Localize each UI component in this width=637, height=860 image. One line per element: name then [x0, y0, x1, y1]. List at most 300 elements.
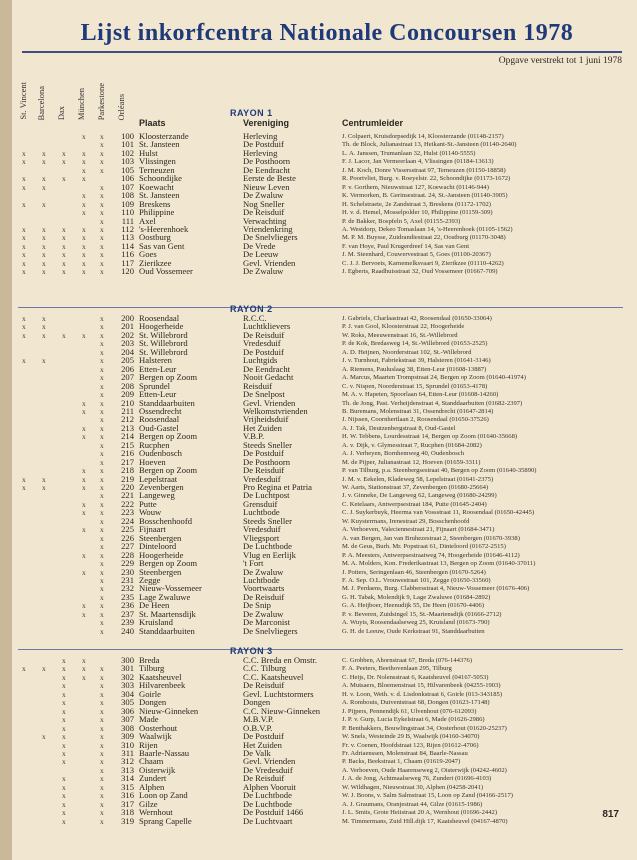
- club-name: De Luchtbode: [243, 791, 292, 801]
- participation-mark: x: [22, 157, 26, 167]
- club-name: C.C. Kaatsheuvel: [243, 672, 304, 682]
- participation-mark: x: [62, 174, 66, 184]
- participation-mark: x: [82, 165, 86, 175]
- participation-mark: x: [62, 816, 66, 826]
- center-number: 100: [121, 131, 134, 141]
- center-leader: J. Colpaert, Kruisdorpsedijk 14, Kloosterzande (01148-2157): [342, 133, 504, 140]
- club-name: Het Zuiden: [243, 740, 282, 750]
- participation-mark: x: [62, 791, 66, 801]
- participation-mark: x: [42, 356, 46, 366]
- club-name: O.B.V.P.: [243, 723, 273, 733]
- participation-mark: x: [62, 748, 66, 758]
- club-name: De Luchtpost: [243, 491, 290, 501]
- page-title: Lijst inkorfcentra Nationale Concoursen 1978: [80, 20, 574, 46]
- center-number: 224: [121, 515, 134, 526]
- club-name: Gevl. Vrienden: [243, 398, 296, 408]
- center-leader: C. J. Suykerbuyk, Heerma van Vossstraat 11, Roosendaal (01650-42445): [342, 509, 535, 517]
- participation-mark: x: [62, 224, 66, 234]
- place-name: Oisterwijk: [139, 765, 176, 775]
- center-leader: A. Rombouts, Duiventstraat 68, Dongen (01623-17148): [342, 699, 490, 707]
- place-name: Axel: [139, 216, 156, 226]
- center-number: 200: [121, 313, 134, 323]
- participation-mark: x: [62, 698, 66, 708]
- center-leader: C. Heijs, Dr. Nolensstraat 6, Kaatsheuvel (04167-5053): [342, 673, 489, 681]
- center-leader: A. v. Dijk, v. Glymesstraat 7, Rucphen (01684-2082): [342, 441, 482, 449]
- center-number: 306: [121, 705, 134, 716]
- center-leader: M. de Pijper, Julianastraat 12, Hoeven (01659-3311): [342, 458, 481, 466]
- center-number: 116: [121, 249, 134, 260]
- center-number: 221: [121, 490, 134, 501]
- center-number: 201: [121, 321, 134, 332]
- rayon-separator: [18, 307, 623, 308]
- club-name: De Zwaluw: [243, 191, 284, 201]
- participation-mark: x: [22, 258, 26, 268]
- participation-mark: x: [42, 224, 46, 234]
- participation-mark: x: [22, 664, 26, 674]
- participation-mark: x: [82, 224, 86, 234]
- participation-mark: x: [62, 808, 66, 818]
- participation-mark: x: [100, 748, 104, 758]
- participation-mark: x: [100, 440, 104, 450]
- participation-mark: x: [82, 191, 86, 201]
- place-name: Oud Vossemeer: [139, 267, 193, 277]
- center-number: 212: [121, 414, 134, 425]
- participation-mark: x: [22, 483, 26, 492]
- participation-mark: x: [100, 208, 104, 218]
- participation-mark: x: [100, 499, 104, 509]
- participation-mark: x: [100, 664, 104, 674]
- participation-mark: x: [100, 782, 104, 792]
- participation-mark: x: [22, 174, 26, 184]
- center-number: 231: [121, 574, 134, 585]
- place-name: Philippine: [139, 208, 175, 218]
- center-number: 214: [121, 431, 134, 442]
- place-name: Rucphen: [139, 440, 170, 450]
- participation-mark: x: [100, 474, 104, 484]
- club-name: Verwachting: [243, 216, 287, 226]
- place-name: Bergen op Zoom: [139, 432, 198, 442]
- center-leader: Fr. v. Coenen, Hoofdstraat 123, Rijen (01612-4706): [342, 741, 479, 749]
- participation-mark: x: [82, 157, 86, 167]
- participation-mark: x: [100, 258, 104, 268]
- place-name: Loon op Zand: [139, 791, 188, 801]
- participation-mark: x: [22, 314, 26, 323]
- club-name: Dongen: [243, 698, 271, 708]
- place-name: Schoondijke: [139, 174, 182, 184]
- place-name: St. Jansteen: [139, 140, 180, 150]
- place-name: Hulst: [139, 148, 158, 158]
- participation-mark: x: [62, 681, 66, 691]
- place-name: Bosschenhoofd: [139, 516, 192, 526]
- participation-mark: x: [82, 423, 86, 433]
- participation-mark: x: [22, 199, 26, 209]
- place-name: Kruisland: [139, 618, 173, 628]
- participation-mark: x: [100, 508, 104, 518]
- center-leader: A. Marcus, Maarten Trompstraat 24, Bergen op Zoom (01640-41974): [342, 374, 526, 382]
- club-name: De Reisduif: [243, 592, 285, 602]
- participation-mark: x: [100, 732, 104, 742]
- participation-mark: x: [22, 330, 26, 340]
- participation-mark: x: [62, 740, 66, 750]
- center-leader: A. D. Heijnen, Noorderstraat 102, St.-Willebrord: [342, 348, 472, 356]
- participation-mark: x: [100, 715, 104, 725]
- center-leader: C. Grobben, Ahornstraat 67, Breda (076-144376): [342, 657, 473, 664]
- center-leader: C. v. Nispen, Noorderstraat 15, Sprundel (01653-4178): [342, 382, 488, 390]
- center-number: 309: [121, 731, 134, 742]
- participation-mark: x: [82, 508, 86, 518]
- participation-mark: x: [100, 681, 104, 691]
- participation-mark: x: [100, 584, 104, 594]
- center-leader: A. Riemens, Pauluslaag 38, Etten-Leur (01608-13887): [342, 365, 487, 373]
- participation-mark: x: [100, 314, 104, 323]
- participation-mark: x: [22, 356, 26, 366]
- place-name: Zegge: [139, 575, 161, 585]
- place-name: Dinteloord: [139, 542, 177, 552]
- center-leader: J. Egberts, Raadhuisstraat 32, Oud Vossemeer (01667-709): [342, 268, 498, 276]
- center-number: 217: [121, 456, 134, 467]
- center-leader: P. Benthakkers, Bouwlingstraat 34, Oosterhout (01620-25237): [342, 724, 507, 732]
- participation-mark: x: [82, 132, 86, 141]
- participation-mark: x: [22, 267, 26, 277]
- center-leader: A. Westdorp, Dekeo Tomaslaan 14, 's-Heerenhoek (01105-1562): [342, 225, 513, 233]
- participation-mark: x: [82, 609, 86, 619]
- center-leader: M. Timmermans, Zuid Hill.dijk 17, Kaatsheuvel (04167-4870): [342, 817, 508, 825]
- participation-mark: x: [100, 330, 104, 340]
- participation-mark: x: [100, 575, 104, 585]
- center-number: 207: [121, 372, 134, 383]
- center-leader: W. Aarts, Stationstraat 37, Zevenbergen (01680-25664): [342, 484, 489, 491]
- participation-mark: x: [62, 732, 66, 742]
- club-name: Vredesduif: [243, 339, 281, 349]
- participation-mark: x: [100, 398, 104, 408]
- center-number: 235: [121, 591, 134, 602]
- place-name: Alphen: [139, 782, 165, 792]
- participation-mark: x: [82, 330, 86, 340]
- center-number: 209: [121, 389, 134, 400]
- club-name: De Luchtbode: [243, 542, 292, 552]
- club-name: De Reisduif: [243, 330, 285, 340]
- center-number: 223: [121, 507, 134, 518]
- place-name: Wernhout: [139, 808, 173, 818]
- place-name: Ossendrecht: [139, 406, 182, 416]
- place-name: Breskens: [139, 199, 171, 209]
- participation-mark: x: [62, 723, 66, 733]
- center-number: 301: [121, 663, 134, 674]
- participation-mark: x: [100, 533, 104, 543]
- club-name: De Luchtbode: [243, 799, 292, 809]
- participation-mark: x: [100, 432, 104, 442]
- participation-mark: x: [62, 157, 66, 167]
- center-leader: P. de Bakker, Bospfeln 5, Axel (01155-2393): [342, 217, 461, 225]
- participation-mark: x: [22, 182, 26, 192]
- club-name: De Snip: [243, 601, 271, 611]
- center-leader: M. J. Perdaens, Burg. Clabbersstraat 4, Nieuw-Vossemeer (01676-406): [342, 585, 530, 593]
- center-leader: Fr. Adriaenssen, Molenstraat 84, Baarle-Nassau: [342, 749, 468, 757]
- center-leader: P. J. van Gool, Kloosterstraat 22, Hoogerheide: [342, 323, 465, 331]
- center-leader: J. M. v. Eekelen, Kladeweg 58, Lepelstraat (01641-2375): [342, 475, 494, 483]
- place-name: Wouw: [139, 508, 162, 518]
- participation-mark: x: [62, 148, 66, 158]
- place-name: Fijnaart: [139, 525, 166, 535]
- center-leader: J. Gabriels, Charlaastraat 42, Roosendaal (01650-33064): [342, 315, 492, 322]
- participation-mark: x: [100, 601, 104, 611]
- club-name: Gevl. Luchtstormers: [243, 689, 314, 699]
- participation-mark: x: [100, 216, 104, 226]
- participation-mark: x: [100, 356, 104, 366]
- club-name: Pro Regina et Patria: [243, 483, 312, 492]
- club-name: De Postduif: [243, 449, 284, 459]
- participation-mark: x: [62, 782, 66, 792]
- race-column-label: München: [76, 87, 86, 120]
- participation-mark: x: [42, 182, 46, 192]
- participation-mark: x: [22, 250, 26, 260]
- participation-mark: x: [82, 474, 86, 484]
- participation-mark: x: [82, 432, 86, 442]
- participation-mark: x: [100, 415, 104, 425]
- place-name: Lepelstraat: [139, 474, 178, 484]
- place-name: Tilburg: [139, 664, 165, 674]
- participation-mark: x: [100, 799, 104, 809]
- center-number: 107: [121, 181, 134, 192]
- center-leader: J. M. Koch, Donre Vissersstraat 97, Terneuzen (01150-18858): [342, 166, 506, 174]
- center-number: 105: [121, 164, 134, 175]
- club-name: Alphen Vooruit: [243, 782, 296, 792]
- place-name: Etten-Leur: [139, 364, 177, 374]
- club-name: De Eendracht: [243, 165, 291, 175]
- place-name: Made: [139, 715, 159, 725]
- club-name: Steeds Sneller: [243, 516, 292, 526]
- center-leader: P. A. Meesters, Antwerpsestraatweg 74, Hoogerheide (01646-4112): [342, 551, 520, 559]
- participation-mark: x: [100, 559, 104, 569]
- club-name: C.C. Nieuw-Ginneken: [243, 706, 321, 716]
- center-leader: K. Vermorken, B. Gerinsestraat. 24, St.-Jansteen (01140-3905): [342, 192, 508, 200]
- club-name: Vredesduif: [243, 474, 281, 484]
- participation-mark: x: [100, 449, 104, 459]
- participation-mark: x: [42, 258, 46, 268]
- place-name: Goirle: [139, 689, 161, 699]
- column-header-vereniging: Vereniging: [243, 118, 290, 128]
- center-number: 230: [121, 566, 134, 577]
- center-number: 308: [121, 722, 134, 733]
- club-name: De Zwaluw: [243, 567, 284, 577]
- participation-mark: x: [62, 233, 66, 243]
- center-number: 219: [121, 473, 134, 484]
- participation-mark: x: [42, 732, 46, 742]
- participation-mark: x: [42, 174, 46, 184]
- club-name: C.C. Tilburg: [243, 664, 287, 674]
- participation-mark: x: [82, 483, 86, 492]
- center-leader: J. P. v. Gurp, Lucia Eykelstraat 6, Made (01626-2986): [342, 716, 485, 724]
- participation-mark: x: [100, 157, 104, 167]
- page-subtitle: Opgave verstrekt tot 1 juni 1978: [498, 56, 622, 66]
- center-number: 204: [121, 346, 134, 357]
- participation-mark: x: [42, 241, 46, 251]
- participation-mark: x: [100, 491, 104, 501]
- participation-mark: x: [100, 233, 104, 243]
- participation-mark: x: [82, 525, 86, 535]
- center-number: 210: [121, 397, 134, 408]
- participation-mark: x: [100, 250, 104, 260]
- place-name: Lage Zwaluwe: [139, 592, 191, 602]
- page-number: 817: [602, 809, 619, 820]
- club-name: De Posthoorn: [243, 457, 291, 467]
- place-name: Vlissingen: [139, 157, 176, 167]
- participation-mark: x: [100, 381, 104, 391]
- participation-mark: x: [100, 182, 104, 192]
- participation-mark: x: [82, 199, 86, 209]
- title-rule: [22, 51, 622, 53]
- center-leader: L. A. Janssen, Trumanlaan 32, Hulst (01140-5555): [342, 149, 476, 157]
- club-name: Herleving: [243, 132, 278, 141]
- center-number: 312: [121, 756, 134, 767]
- center-leader: J. Pijpers, Pennendijk 61, Ulvenhout (076-612093): [342, 707, 477, 715]
- center-leader: M. A. Molders, Kon. Frederikastraat 13, Bergen op Zoom (01640-37011): [342, 560, 536, 568]
- club-name: De Snelvliegers: [243, 626, 298, 636]
- participation-mark: x: [100, 740, 104, 750]
- participation-mark: x: [82, 664, 86, 674]
- club-name: De Postduif: [243, 732, 284, 742]
- center-number: 226: [121, 532, 134, 543]
- participation-mark: x: [100, 689, 104, 699]
- club-name: Luchtgids: [243, 356, 278, 366]
- club-name: De Vrede: [243, 241, 276, 251]
- center-number: 213: [121, 422, 134, 433]
- center-number: 319: [121, 815, 134, 826]
- center-number: 232: [121, 583, 134, 594]
- participation-mark: x: [100, 516, 104, 526]
- center-number: 304: [121, 688, 134, 699]
- club-name: De Leeuw: [243, 250, 279, 260]
- club-name: Eerste de Beste: [243, 174, 296, 184]
- club-name: Vrijheidsduif: [243, 415, 289, 425]
- center-number: 300: [121, 655, 134, 665]
- center-leader: P. v. Gorthem, Nieuwstraat 127, Koewacht (01146-944): [342, 183, 489, 191]
- participation-mark: x: [22, 322, 26, 332]
- place-name: Sprang Capelle: [139, 816, 192, 826]
- participation-mark: x: [62, 672, 66, 682]
- center-number: 114: [121, 240, 134, 251]
- column-header-centrumleider: Centrumleider: [342, 118, 404, 128]
- participation-mark: x: [62, 241, 66, 251]
- place-name: Goes: [139, 250, 157, 260]
- center-leader: C. Ketelaars, Antwerpsestraat 184, Putte (01645-2404): [342, 500, 487, 508]
- center-number: 313: [121, 764, 134, 775]
- participation-mark: x: [100, 550, 104, 560]
- center-number: 113: [121, 232, 134, 243]
- race-column-label: Parkestone: [96, 82, 106, 120]
- center-leader: M. P. M. Buysse, Zuidrandiestraat 22, Oostburg (01170-3048): [342, 234, 506, 242]
- participation-mark: x: [42, 322, 46, 332]
- participation-mark: x: [42, 148, 46, 158]
- place-name: Sprundel: [139, 381, 171, 391]
- participation-mark: x: [82, 466, 86, 476]
- club-name: Het Zuiden: [243, 423, 282, 433]
- participation-mark: x: [62, 250, 66, 260]
- participation-mark: x: [42, 483, 46, 492]
- participation-mark: x: [100, 618, 104, 628]
- club-name: M.B.V.P.: [243, 715, 274, 725]
- participation-mark: x: [100, 483, 104, 492]
- place-name: Steenbergen: [139, 567, 182, 577]
- place-name: Baarle-Nassau: [139, 748, 190, 758]
- participation-mark: x: [82, 148, 86, 158]
- center-leader: G. H. de Leeuw, Oude Kerkstraat 91, Standdaarbuiten: [342, 627, 485, 635]
- center-number: 111: [121, 215, 134, 226]
- participation-mark: x: [100, 140, 104, 150]
- participation-mark: x: [100, 466, 104, 476]
- place-name: Koewacht: [139, 182, 174, 192]
- participation-mark: x: [62, 267, 66, 277]
- center-number: 239: [121, 617, 134, 628]
- participation-mark: x: [82, 601, 86, 611]
- place-name: Rijen: [139, 740, 158, 750]
- participation-mark: x: [82, 550, 86, 560]
- club-name: Gevl. Vrienden: [243, 258, 296, 268]
- club-name: Welkomstvrienden: [243, 406, 308, 416]
- place-name: Kaatsheuvel: [139, 672, 182, 682]
- center-number: 211: [121, 405, 134, 416]
- participation-mark: x: [42, 474, 46, 484]
- club-name: De Reisduif: [243, 466, 285, 476]
- club-name: De Posthoorn: [243, 157, 291, 167]
- club-name: De Luchtvaart: [243, 816, 293, 826]
- participation-mark: x: [42, 250, 46, 260]
- center-leader: H. v. d. Hemel, Mosselpolder 10, Philippine (01159-309): [342, 209, 493, 217]
- participation-mark: x: [100, 592, 104, 602]
- center-leader: J. A. de Jong, Achtmaalseweg 76, Zundert (01696-4103): [342, 775, 492, 783]
- table-row: [0, 267, 637, 276]
- club-name: De Zwaluw: [243, 609, 284, 619]
- participation-mark: x: [82, 233, 86, 243]
- place-name: Hilvarenbeek: [139, 681, 186, 691]
- place-name: Kloosterzande: [139, 132, 189, 141]
- place-name: Langeweg: [139, 491, 175, 501]
- participation-mark: x: [62, 774, 66, 784]
- participation-mark: x: [22, 148, 26, 158]
- club-name: Reisduif: [243, 381, 273, 391]
- participation-mark: x: [100, 808, 104, 818]
- center-number: 215: [121, 439, 134, 450]
- participation-mark: x: [100, 165, 104, 175]
- participation-mark: x: [82, 258, 86, 268]
- participation-mark: x: [100, 390, 104, 400]
- center-leader: J. M. Steenhard, Couwervestraat 5, Goes (01100-20367): [342, 251, 491, 259]
- center-number: 240: [121, 625, 134, 636]
- center-number: 310: [121, 739, 134, 750]
- participation-mark: x: [22, 224, 26, 234]
- club-name: R.C.C.: [243, 314, 267, 323]
- place-name: Standdaarbuiten: [139, 626, 195, 636]
- participation-mark: x: [62, 799, 66, 809]
- participation-mark: x: [22, 233, 26, 243]
- club-name: Nooit Gedacht: [243, 373, 294, 383]
- place-name: Zundert: [139, 774, 167, 784]
- table-row: [0, 817, 637, 826]
- center-number: 106: [121, 173, 134, 184]
- place-name: Gilze: [139, 799, 158, 809]
- center-number: 216: [121, 448, 134, 459]
- center-leader: A. J. Tak, Deutzenbergstraat 8, Oud-Gastel: [342, 424, 456, 432]
- place-name: Standdaarbuiten: [139, 398, 195, 408]
- club-name: De Reisduif: [243, 208, 285, 218]
- participation-mark: x: [82, 250, 86, 260]
- center-leader: P. Backs, Beekstraat 1, Chaam (01619-2047): [342, 758, 461, 766]
- club-name: Vlug en Eerlijk: [243, 550, 296, 560]
- place-name: 's-Heerenhoek: [139, 224, 189, 234]
- participation-mark: x: [82, 208, 86, 218]
- participation-mark: x: [100, 241, 104, 251]
- place-name: St. Maartensdijk: [139, 609, 196, 619]
